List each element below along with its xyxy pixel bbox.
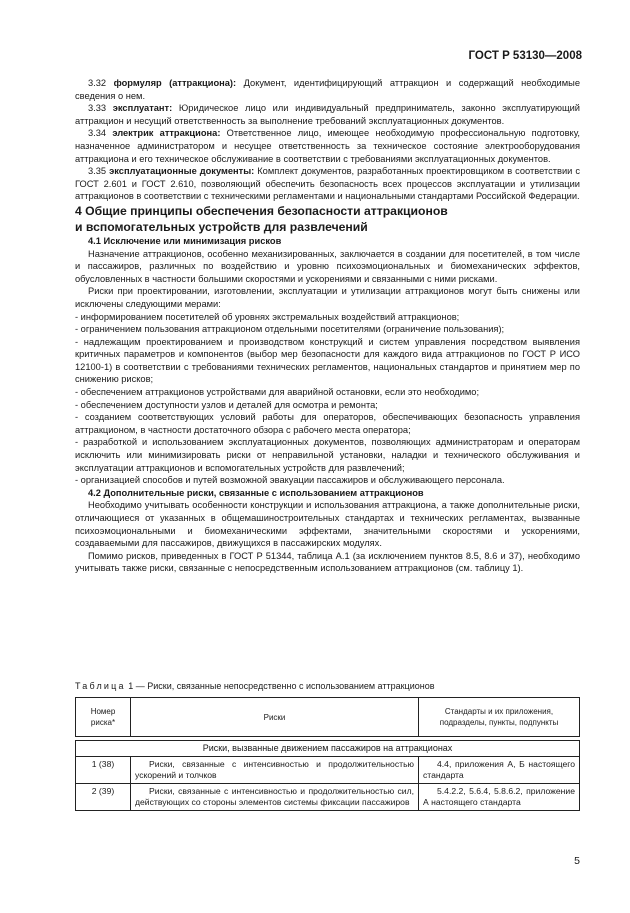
measure-item: - разработкой и использованием эксплуатационных документов, позволяющих администраторам и операторам исключить или минимизировать риски от неправильной установки, наладки и технического обслуживания и эксплуатации аттракционов и вспомогательных устройств для развлечений; [75,437,580,473]
table-row [76,757,580,784]
table-row [76,784,580,811]
definition-text: Комплект документов, разработанных проектировщиком в соответствии с ГОСТ 2.601 и ГОСТ 2.610, позволяющий обеспечить безопасность всех процессов эксплуатации и утилизации аттракционов в соответствии с техническими регламентами и национальными стандартами Российской Федерации. [75,166,580,202]
measure-item: - обеспечением доступности узлов и деталей для осмотра и ремонта; [75,399,378,410]
paragraph: Необходимо учитывать особенности конструкции и использования аттракциона, а также дополнительные риски, отличающиеся от указанных в общемашиностроительных стандартах и технических регламентах, вызванные психоэмоциональными и биомеханическими эффектами, значительными скоростями и ускорениями, создаваемыми для пассажиров, движущихся в пассажирских модулях. [75,500,580,549]
definition-3-33 [75,102,580,127]
paragraph: Риски при проектировании, изготовлении, эксплуатации и утилизации аттракционов могут быть снижены или исключены следующими мерами: [75,286,580,309]
risk-description: Риски, связанные с интенсивностью и продолжительностью сил, действующих со стороны элементов системы фиксации пассажиров [131,784,419,811]
measure-item: - ограничением пользования аттракционом отдельными посетителями (ограничение пользования); [75,324,505,335]
table-caption [75,681,435,691]
definition-term: электрик аттракциона: [112,128,221,139]
group-title: Риски, вызванные движением пассажиров на аттракционах [76,741,580,757]
header-standards: Стандарты и их приложения, подразделы, пункты, подпункты [419,698,580,737]
document-body [75,77,580,575]
header-risk-number: Номер риска* [76,698,131,737]
definition-term: эксплуатант: [112,103,173,114]
risk-standards: 5.4.2.2, 5.6.4, 5.8.6.2, приложение А настоящего стандарта [419,784,580,811]
risk-number: 1 (38) [76,757,131,784]
risk-standards: 4.4, приложения А, Б настоящего стандарта [419,757,580,784]
header-risks: Риски [131,698,419,737]
measure-item: - организацией способов и путей возможной эвакуации пассажиров и обслуживающего персонала. [75,475,505,486]
definition-3-34 [75,127,580,165]
table-header-row [76,698,580,737]
paragraph: Назначение аттракционов, особенно механизированных, заключается в создании для посетителей, в том числе и пассажиров, различных по воздействию и уровню психоэмоциональных и биомеханических эффектов, обусловленных в частности большими скоростями и ускорениями и связанными с ними рисками. [75,248,580,284]
definition-term: формуляр (аттракциона): [113,78,237,88]
section-title-line-1: 4 Общие принципы обеспечения безопасности аттракционов [75,203,448,218]
measure-item: - надлежащим проектированием и производством конструкций и систем управления посредством выявления критичных параметров и компонентов (выбор мер безопасности для каждого вида аттракционов по ГОСТ Р ИСО 12100-1) в соответствии с требованиями технических регламентов, национальных стандартов и принятием мер по снижению рисков; [75,336,580,385]
page-number: 5 [574,855,580,867]
measure-item: - созданием соответствующих условий работы для операторов, обеспечивающих безопасность управления аттракционом, в частности достаточного обзора с рабочего места оператора; [75,412,580,435]
table-caption-text: 1 — Риски, связанные непосредственно с использованием аттракционов [128,681,435,691]
definition-text: Юридическое лицо или индивидуальный предприниматель, законно эксплуатирующий аттракцион и несущий ответственность за выполнение требований эксплуатационных документов. [75,103,580,126]
definition-3-35 [75,165,580,203]
definition-text: Ответственное лицо, имеющее необходимую профессиональную подготовку, назначенное администратором и несущее ответственность за техническое состояние электрооборудования аттракциона и его техническое обслуживание в соответствии с требованиями эксплуатационных документов. [75,128,580,164]
paragraph: Помимо рисков, приведенных в ГОСТ Р 51344, таблица А.1 (за исключением пунктов 8.5, 8.6 и 37), необходимо учитывать также риски, связанные с непосредственным использованием аттракционов (см. таблицу 1). [75,550,580,574]
risks-table [75,697,580,811]
subsection-4-1-title: 4.1 Исключение или минимизация рисков [88,235,282,246]
definition-term: эксплуатационные документы: [109,166,255,177]
definition-number: 3.34 [88,128,107,139]
definition-number: 3.35 [88,166,107,177]
risk-description: Риски, связанные с интенсивностью и продолжительностью ускорений и толчков [131,757,419,784]
document-header: ГОСТ Р 53130—2008 [468,50,582,62]
table-caption-word: Таблица [75,681,126,691]
table-group-row [76,741,580,757]
risk-number: 2 (39) [76,784,131,811]
definition-number: 3.33 [88,103,107,114]
subsection-4-2-title: 4.2 Дополнительные риски, связанные с использованием аттракционов [88,487,424,498]
definition-text: Документ, идентифицирующий аттракцион и содержащий необходимые сведения о нем. [75,78,580,101]
measure-item: - информированием посетителей об уровнях экстремальных воздействий аттракционов; [75,311,460,322]
definition-3-32 [75,77,580,102]
definition-number: 3.32 [88,78,107,88]
measure-item: - обеспечением аттракционов устройствами для аварийной остановки, если это необходимо; [75,387,480,398]
section-title-line-2: и вспомогательных устройств для развлечений [75,219,368,234]
section-4-title [75,203,580,235]
